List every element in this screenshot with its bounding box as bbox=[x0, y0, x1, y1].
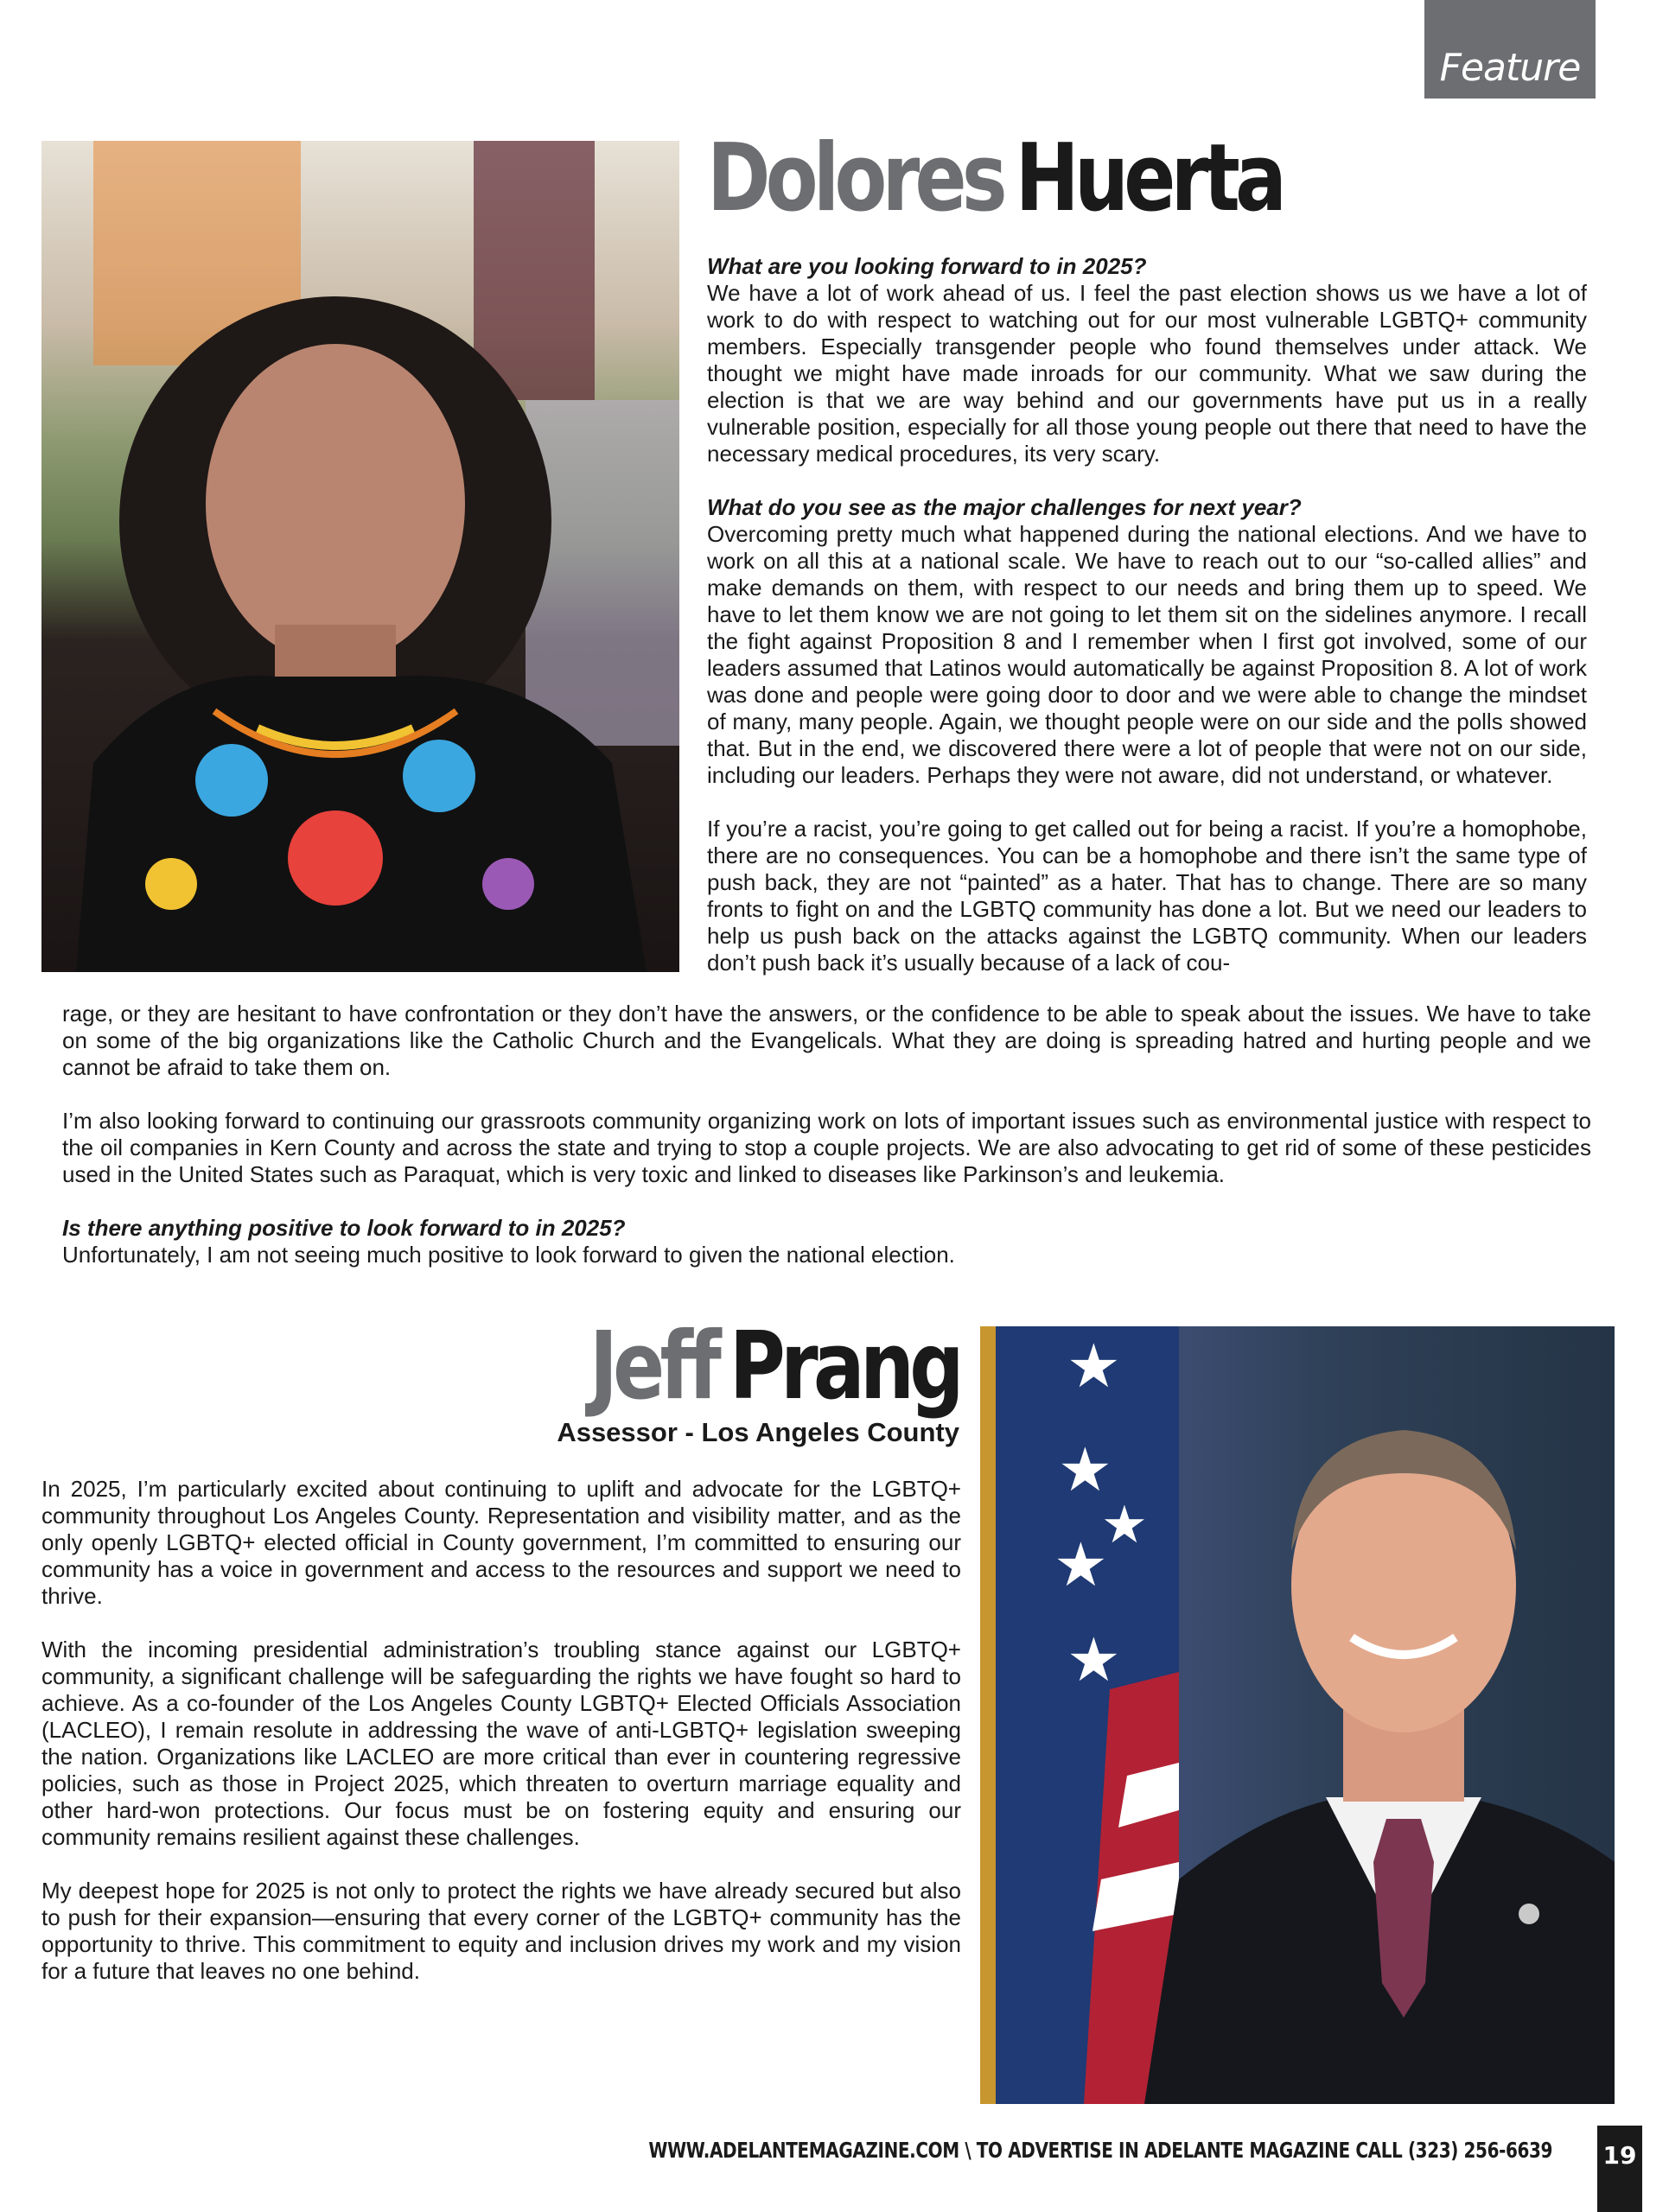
portrait-illustration bbox=[41, 141, 679, 972]
svg-text:★: ★ bbox=[1067, 1332, 1121, 1400]
question-2: What do you see as the major challenges for next year? bbox=[707, 494, 1302, 520]
question-3: Is there anything positive to look forward to in 2025? bbox=[62, 1215, 626, 1241]
svg-text:★: ★ bbox=[1058, 1436, 1112, 1503]
dolores-huerta-name bbox=[707, 124, 1283, 232]
jeff-prang-title: Assessor - Los Angeles County bbox=[557, 1417, 959, 1447]
question-1: What are you looking forward to in 2025? bbox=[707, 253, 1147, 279]
section-tab: Feature bbox=[1424, 0, 1596, 99]
svg-text:★: ★ bbox=[1067, 1626, 1121, 1694]
jeff-prang-name bbox=[589, 1313, 959, 1421]
first-name: Dolores bbox=[707, 124, 1003, 232]
paragraph-1: In 2025, I’m particularly excited about continuing to uplift and advocate for the LGBTQ+ community throughout Los Angeles County. Representation and visibility matter, and as the only openly LGBTQ+ elected official in County government, I’m committed to ensuring our community has a voice in government and access to the resources and support we need to thrive. bbox=[41, 1476, 961, 1609]
svg-text:★: ★ bbox=[1054, 1531, 1108, 1599]
paragraph-3: My deepest hope for 2025 is not only to protect the rights we have already secured but also to push for their expansion—ensuring that every corner of the LGBTQ+ community has the opportunity to thrive. This commitment to equity and inclusion drives my work and my vision for a future that leaves no one behind. bbox=[41, 1878, 961, 1984]
first-name: Jeff bbox=[589, 1313, 717, 1421]
paragraph-2: With the incoming presidential administration’s troubling stance against our LGBTQ+ community, a significant challenge will be safeguarding the rights we have fought so hard to achieve. As a co-founder of the Los Angeles County LGBTQ+ Elected Officials Association (LACLEO), I remain resolute in addressing the wave of anti-LGBTQ+ legislation sweeping the nation. Organizations like LACLEO are more critical than ever in countering regressive policies, such as those in Project 2025, which threaten to overturn marriage equality and other hard-won protections. Our focus must be on fostering equity and ensuring our community remains resilient against these challenges. bbox=[41, 1637, 961, 1850]
dolores-huerta-photo bbox=[41, 141, 679, 972]
answer-3-part-2: rage, or they are hesitant to have confrontation or they don’t have the answers, or the confidence to be able to speak about the issues. We have to take on some of the big organizations like the Catholic Church and the Evangelicals. What they are doing is spreading hatred and hurting people and we cannot be afraid to take them on. bbox=[62, 1001, 1591, 1080]
page-number: 19 bbox=[1597, 2126, 1642, 2212]
answer-3-part-1: If you’re a racist, you’re going to get called out for being a racist. If you’re a homophobe, there are no consequences. You can be a homophobe and there isn’t the same type of push back, they are not “painted” as a hater. That has to change. There are so many fronts to fight on and the LGBTQ community has done a lot. But we need our leaders to help us push back on the attacks against the LGBTQ community. When our leaders don’t push back it’s usually because of a lack of cou- bbox=[707, 816, 1587, 976]
last-name: Huerta bbox=[1015, 124, 1283, 232]
answer-1: We have a lot of work ahead of us. I feel the past election shows us we have a lot of work to do with respect to watching out for our most vulnerable LGBTQ+ community members. Especially transgender people who found themselves under attack. We thought we might have made inroads for our community. What we saw during the election is that we are way behind and our governments have put us in a really vulnerable position, especially for all those young people out there that need to have the necessary medical procedures, its very scary. bbox=[707, 280, 1587, 467]
answer-2: Overcoming pretty much what happened during the national elections. And we have to work on all this at a national scale. We have to reach out to our “so-called allies” and make demands on them, with respect to our needs and bring them up to speed. We have to let them know we are not going to let them sit on the sidelines anymore. I recall the fight against Proposition 8 and I remember when I first got involved, some of our leaders assumed that Latinos would automatically be against Proposition 8. A lot of work was done and people were going door to door and we were able to change the mindset of many, many people. Again, we thought people were on our side and the polls showed that. But in the end, we discovered there were a lot of people that were not on our side, including our leaders. Perhaps they were not aware, did not understand, or whatever. bbox=[707, 521, 1587, 788]
footer-contact: WWW.ADELANTEMAGAZINE.COM \ TO ADVERTISE IN ADELANTE MAGAZINE CALL (323) 256-6639 bbox=[648, 2138, 1552, 2163]
last-name: Prang bbox=[729, 1313, 959, 1421]
answer-4: I’m also looking forward to continuing our grassroots community organizing work on lots of important issues such as environmental justice with respect to the oil companies in Kern County and across the state and trying to stop a couple projects. We are also advocating to get rid of some of these pesticides used in the United States such as Paraquat, which is very toxic and linked to diseases like Parkinson’s and leukemia. bbox=[62, 1108, 1591, 1187]
huerta-interview-full-width bbox=[62, 1001, 1591, 1268]
huerta-interview-column bbox=[707, 253, 1587, 976]
answer-5: Unfortunately, I am not seeing much positive to look forward to given the national election. bbox=[62, 1242, 955, 1268]
svg-text:★: ★ bbox=[1101, 1496, 1148, 1554]
prang-statement bbox=[41, 1476, 961, 1985]
jeff-prang-photo bbox=[980, 1326, 1615, 2104]
portrait-illustration bbox=[980, 1326, 1615, 2104]
